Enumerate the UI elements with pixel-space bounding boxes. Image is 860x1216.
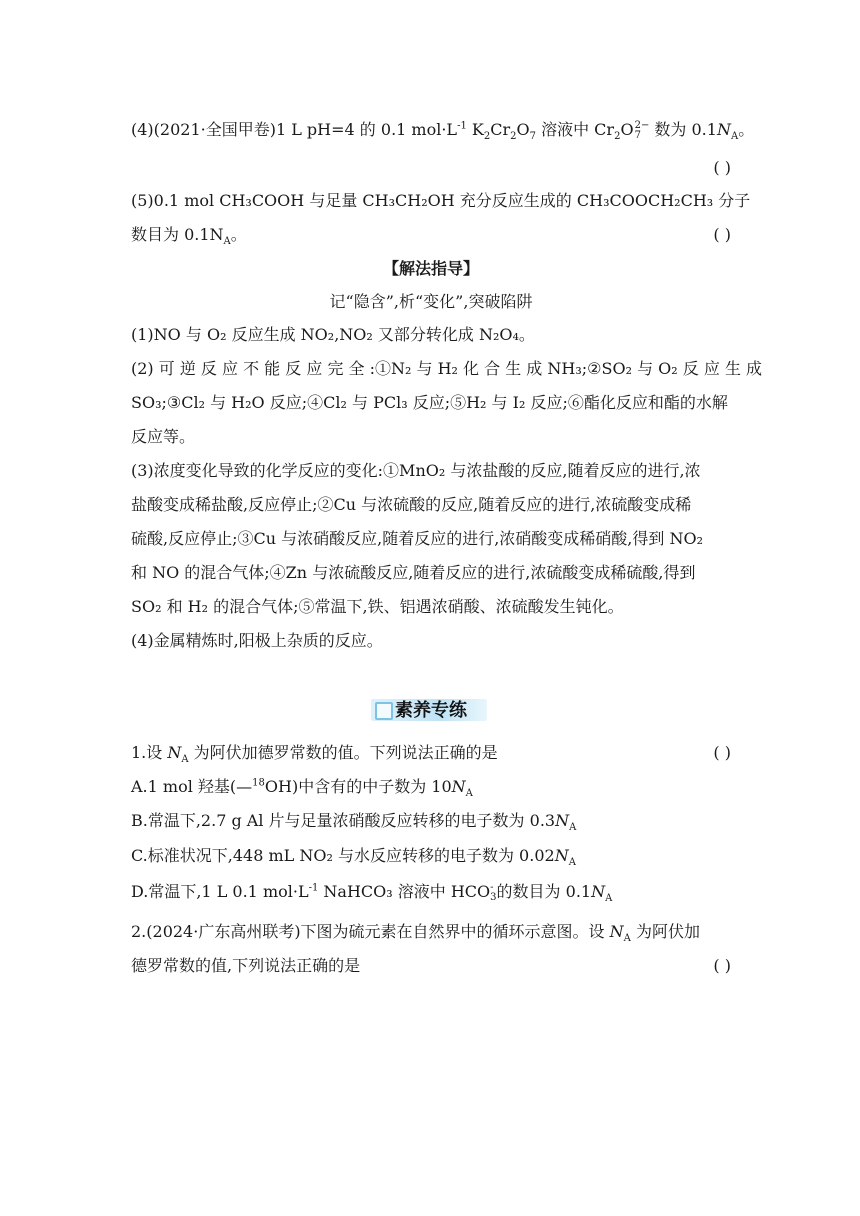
q1-answer-paren[interactable]: ( ) <box>713 743 731 762</box>
guide-title: 【解法指导】 <box>382 259 479 278</box>
guide-point-2-line-1: (2) 可 逆 反 应 不 能 反 应 完 全 :①N₂ 与 H₂ 化 合 生 成 NH₃;②SO₂ 与 O₂ 反 应 生 成 <box>131 359 763 378</box>
q1-option-d[interactable] <box>131 881 731 903</box>
question-5-line-1: (5)0.1 mol CH₃COOH 与足量 CH₃CH₂OH 充分反应生成的 CH₃COOCH₂CH₃ 分子 <box>131 191 751 210</box>
q1-option-a-na-sub: A <box>465 788 473 800</box>
q4-end: 。 <box>738 120 755 139</box>
q4-text-g: 数为 0.1 <box>649 120 717 139</box>
q4-answer-paren[interactable]: ( ) <box>713 158 731 177</box>
q4-text-e: 溶液中 Cr <box>536 120 615 139</box>
q1-option-b-text: B.常温下,2.7 g Al 片与足量浓硝酸反应转移的电子数为 0.3 <box>131 811 556 830</box>
q4-text-f: O <box>620 120 634 139</box>
guide-point-2-line-3: 反应等。 <box>131 427 196 446</box>
q1-option-d-text: D.常温下,1 L 0.1 mol·L <box>131 882 309 901</box>
section-header <box>371 697 491 725</box>
q2-answer-paren[interactable]: ( ) <box>713 956 731 975</box>
q4-sub-b: 2 <box>510 131 517 143</box>
q1-option-b[interactable] <box>131 810 731 832</box>
q1-option-d-na: N <box>591 882 606 901</box>
q5-answer-paren[interactable]: ( ) <box>713 225 731 244</box>
q4-ion-charge <box>635 121 650 141</box>
q5-end: 。 <box>230 225 247 244</box>
q4-text-d: O <box>516 120 530 139</box>
q1-stem-b: 为阿伏加德罗常数的值。下列说法正确的是 <box>188 743 498 762</box>
q4-text-b: K <box>466 120 484 139</box>
q2-na-sub: A <box>623 933 631 945</box>
guide-subtitle: 记“隐含”,析“变化”,突破陷阱 <box>329 292 533 311</box>
section-title: 素养专练 <box>395 700 467 721</box>
q4-text: (4)(2021·全国甲卷)1 L pH=4 的 0.1 mol·L <box>131 120 458 139</box>
q4-text-c: Cr <box>490 120 511 139</box>
q1-option-d-ion-sub: 3 <box>490 891 497 903</box>
q1-option-c[interactable] <box>131 845 731 867</box>
q4-sub-c: 7 <box>529 131 536 143</box>
q1-na-sub: A <box>181 754 189 766</box>
q2-text-a: 2.(2024·广东高州联考)下图为硫元素在自然界中的循环示意图。设 <box>131 922 610 941</box>
q1-option-b-na-sub: A <box>569 822 577 834</box>
guide-point-1: (1)NO 与 O₂ 反应生成 NO₂,NO₂ 又部分转化成 N₂O₄。 <box>131 325 535 344</box>
q1-option-c-na: N <box>554 846 569 865</box>
q4-sub-d: 2 <box>614 131 621 143</box>
q1-option-c-na-sub: A <box>568 857 576 869</box>
q2-text-b: 为阿伏加 <box>630 922 700 941</box>
q1-option-a-text: A.1 mol 羟基(— <box>131 777 253 796</box>
q1-option-a-sup: 18 <box>252 777 265 789</box>
q1-option-d-na-sub: A <box>605 893 613 905</box>
q1-option-c-text: C.标准状况下,448 mL NO₂ 与水反应转移的电子数为 0.02 <box>131 846 555 865</box>
q1-option-d-text-c: 的数目为 0.1 <box>496 882 592 901</box>
book-icon <box>375 702 393 720</box>
question-2-line-1 <box>131 921 731 943</box>
guide-point-3-line-1: (3)浓度变化导致的化学反应的变化:①MnO₂ 与浓盐酸的反应,随着反应的进行,浓 <box>131 461 701 480</box>
q4-ion-sup: 2− <box>634 119 650 131</box>
q1-option-d-sup: -1 <box>308 882 319 894</box>
q1-na: N <box>167 743 182 762</box>
guide-point-3-line-5: SO₂ 和 H₂ 的混合气体;⑤常温下,铁、铝遇浓硝酸、浓硫酸发生钝化。 <box>131 597 624 616</box>
question-4-line <box>131 119 755 143</box>
q4-na-sub: A <box>730 131 739 143</box>
guide-point-3-line-3: 硫酸,反应停止;③Cu 与浓硝酸反应,随着反应的进行,浓硝酸变成稀硝酸,得到 NO₂ <box>131 529 703 548</box>
q1-option-a-text-b: OH)中含有的中子数为 10 <box>264 777 452 796</box>
q1-option-b-na: N <box>555 811 570 830</box>
q1-option-d-text-b: NaHCO₃ 溶液中 HCO <box>318 882 491 901</box>
question-2-line-2: 德罗常数的值,下列说法正确的是 <box>131 956 361 975</box>
guide-point-4: (4)金属精炼时,阳极上杂质的反应。 <box>131 631 383 650</box>
q5-sub: A <box>223 236 231 248</box>
q1-stem-a: 1.设 <box>131 743 168 762</box>
q4-sup: -1 <box>457 120 467 132</box>
q5-text: 数目为 0.1N <box>131 225 224 244</box>
q1-option-a[interactable] <box>131 776 731 798</box>
q1-option-d-ion-sup: - <box>490 881 494 893</box>
q2-na: N <box>609 922 624 941</box>
q1-option-a-na: N <box>451 777 466 796</box>
q4-sub-a: 2 <box>483 131 491 143</box>
guide-point-3-line-2: 盐酸变成稀盐酸,反应停止;②Cu 与浓硫酸的反应,随着反应的进行,浓硫酸变成稀 <box>131 495 692 514</box>
q4-na: N <box>716 120 731 139</box>
guide-point-2-line-2: SO₃;③Cl₂ 与 H₂O 反应;④Cl₂ 与 PCl₃ 反应;⑤H₂ 与 I₂ 反应;⑥酯化反应和酯的水解 <box>131 393 728 412</box>
guide-point-3-line-4: 和 NO 的混合气体;④Zn 与浓硫酸反应,随着反应的进行,浓硫酸变成稀硫酸,得到 <box>131 563 696 582</box>
q4-ion-sub: 7 <box>634 129 641 141</box>
